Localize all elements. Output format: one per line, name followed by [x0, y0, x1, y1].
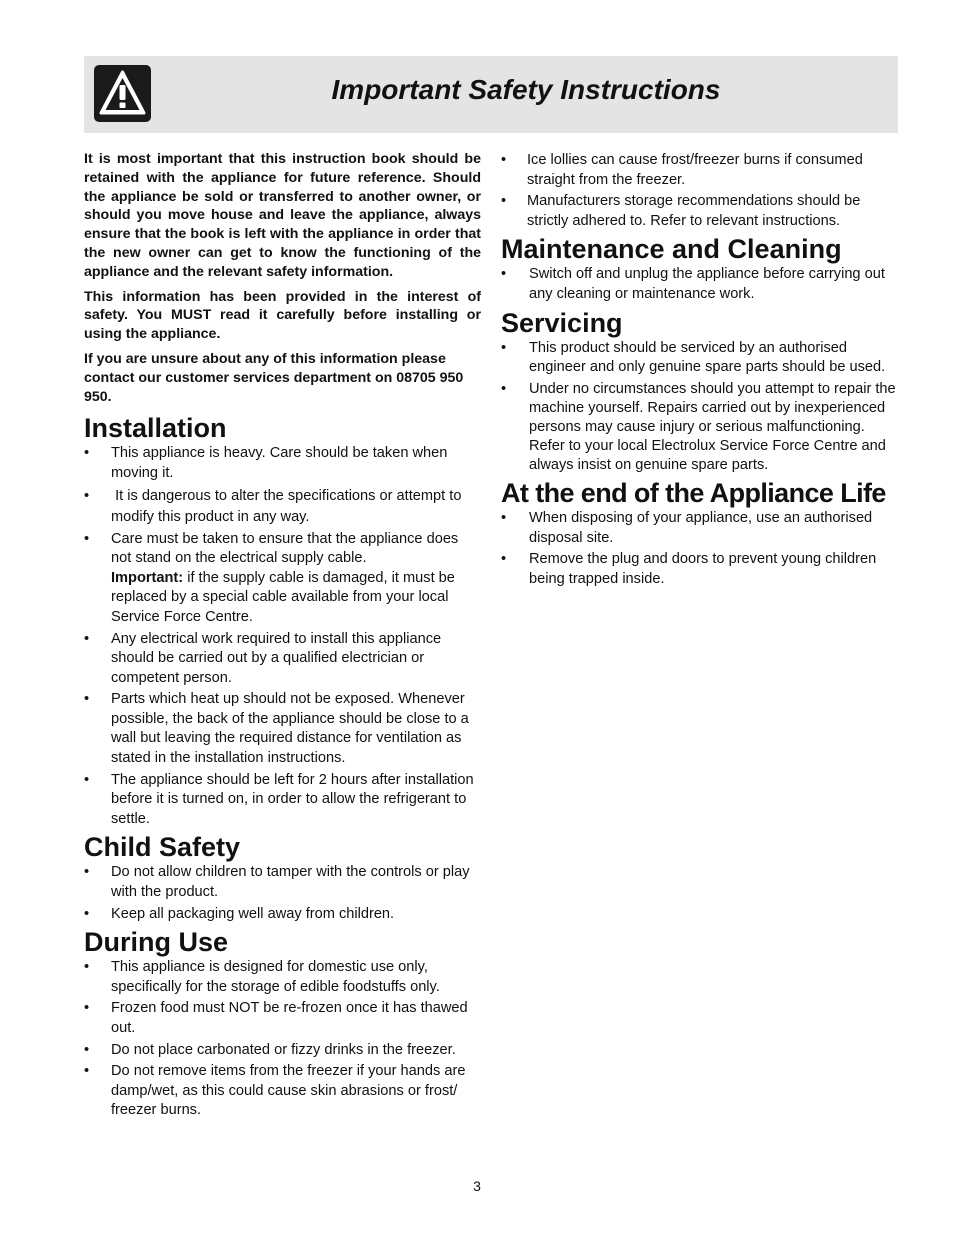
list-item: • It is dangerous to alter the specifications or attempt to modify this product in any way.	[84, 487, 466, 525]
bullet-icon: •	[84, 905, 90, 922]
section-heading-maintenance: Maintenance and Cleaning	[501, 234, 842, 265]
list-item: • This appliance is designed for domestic use only, specifically for the storage of edible foodstuffs only.	[84, 959, 440, 995]
list-item: • Any electrical work required to install this appliance should be carried out by a qualified electrician or competent person.	[84, 630, 442, 686]
page-number: 3	[473, 1178, 481, 1194]
servicing-list	[501, 339, 901, 476]
bullet-icon: •	[84, 691, 90, 708]
intro-text	[84, 150, 481, 406]
intro-paragraph: It is most important that this instruction book should be retained with the appliance for future reference. Should the appliance be sold or transferred to another owner, or should you move house and leave the appliance, always ensure that the book is left with the appliance in order that the new owner can get to know the functioning of the appliance and the relevant safety information.	[84, 151, 481, 280]
list-item: • Parts which heat up should not be exposed. Whenever possible, the back of the appliance should be close to a wall but leaving the required distance for ventilation as stated in the installation instructions.	[84, 691, 469, 767]
intro-paragraph: This information has been provided in the interest of safety. You MUST read it carefully before installing or using the appliance.	[84, 288, 481, 343]
list-item: • Keep all packaging well away from children.	[84, 905, 481, 925]
list-item: • Ice lollies can cause frost/freezer burns if consumed straight from the freezer.	[501, 152, 863, 188]
during-use-list-continued	[501, 151, 901, 231]
list-item: • Do not remove items from the freezer if your hands are damp/wet, as this could cause skin abrasions or frost/ freezer burns.	[84, 1063, 466, 1119]
end-of-life-list	[501, 509, 901, 589]
list-item: • When disposing of your appliance, use an authorised disposal site.	[501, 510, 873, 546]
header-banner	[84, 56, 898, 133]
section-heading-child-safety: Child Safety	[84, 832, 241, 863]
section-heading-servicing: Servicing	[501, 307, 623, 338]
section-heading-during-use: During Use	[84, 927, 229, 958]
during-use-list	[84, 958, 481, 1121]
bullet-icon: •	[501, 193, 507, 210]
bullet-icon: •	[84, 1041, 90, 1058]
bullet-icon: •	[84, 771, 90, 788]
intro-paragraph: If you are unsure about any of this information please contact our customer services department on 08705 950 950.	[84, 350, 464, 405]
list-item: • This appliance is heavy. Care should be taken when moving it.	[84, 445, 448, 481]
bullet-icon: •	[84, 864, 90, 881]
child-safety-list	[84, 863, 481, 924]
bullet-icon: •	[84, 630, 90, 647]
maintenance-list	[501, 265, 901, 304]
list-item: • Manufacturers storage recommendations should be strictly adhered to. Refer to relevant instructions.	[501, 193, 861, 229]
bullet-icon: •	[501, 339, 507, 356]
bullet-icon: •	[84, 530, 90, 547]
bullet-icon: •	[501, 380, 507, 397]
list-item: • Remove the plug and doors to prevent young children being trapped inside.	[501, 551, 877, 587]
bullet-icon: •	[501, 551, 507, 568]
list-item: • Do not allow children to tamper with the controls or play with the product.	[84, 864, 470, 901]
page-title: Important Safety Instructions	[331, 74, 721, 105]
list-item: • Do not place carbonated or fizzy drinks in the freezer.	[84, 1041, 481, 1061]
bullet-icon: •	[501, 152, 507, 168]
list-item: • The appliance should be left for 2 hours after installation before it is turned on, in order to allow the refrigerant to settle.	[84, 771, 474, 827]
list-item: • Frozen food must NOT be re-frozen once it has thawed out.	[84, 1000, 468, 1037]
installation-list	[84, 444, 481, 829]
section-heading-installation: Installation	[84, 413, 227, 444]
bullet-icon: •	[501, 266, 507, 283]
list-item: • Care must be taken to ensure that the appliance does not stand on the electrical supply cable. Important: if the supply cable is damaged, it must be replaced by a special cable available from your local Service Force Centre.	[84, 530, 459, 625]
bullet-icon: •	[84, 487, 90, 504]
right-column	[501, 150, 901, 592]
list-item: • Switch off and unplug the appliance before carrying out any cleaning or maintenance work.	[501, 266, 885, 302]
important-label: Important:	[111, 569, 184, 586]
list-item: • Under no circumstances should you attempt to repair the machine yourself. Repairs carried out by inexperienced persons may cause injury or serious malfunctioning. Refer to your local Electrolux Service Force Centre and always insist on genuine spare parts.	[501, 380, 896, 474]
bullet-icon: •	[84, 445, 90, 462]
left-column	[84, 150, 481, 1123]
important-text: if the supply cable is damaged, it must be replaced by a special cable available from your local Service Force Centre.	[111, 569, 459, 625]
bullet-icon: •	[84, 1063, 90, 1080]
bullet-icon: •	[84, 959, 90, 976]
list-item: • This product should be serviced by an authorised engineer and only genuine spare parts should be used.	[501, 339, 886, 376]
bullet-icon: •	[501, 510, 507, 527]
bullet-icon: •	[84, 1000, 90, 1017]
section-heading-end-of-life: At the end of the Appliance Life	[501, 478, 886, 509]
